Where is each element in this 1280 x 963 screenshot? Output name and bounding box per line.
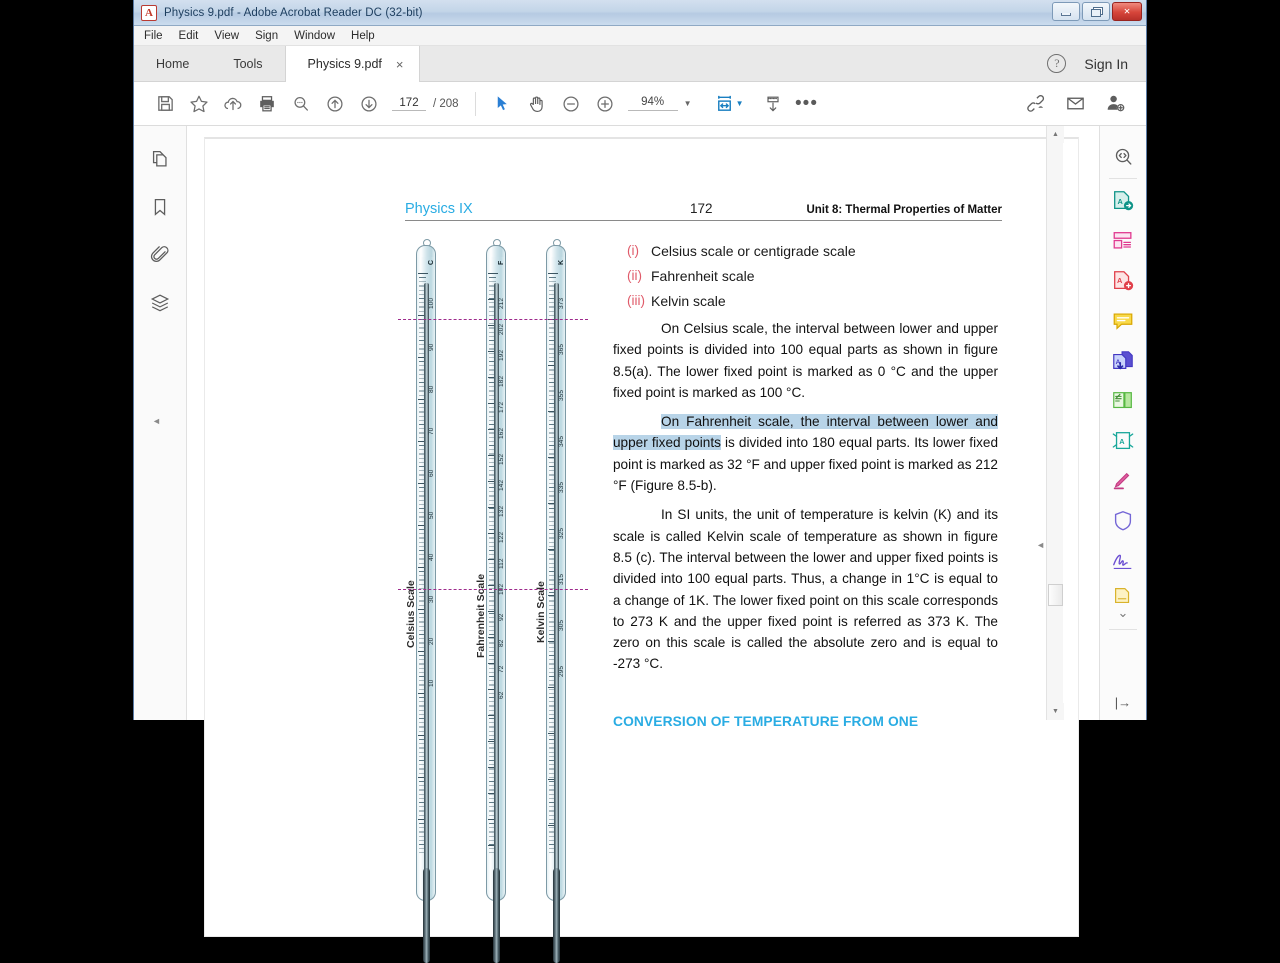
tick-label: 82 <box>498 639 505 647</box>
tick-label: 373 <box>558 297 565 309</box>
thermometer-mercury-column <box>424 283 429 883</box>
tab-tools[interactable]: Tools <box>211 46 284 81</box>
tick-label: 70 <box>428 427 435 435</box>
list-marker: (ii) <box>627 268 642 283</box>
menu-sign[interactable]: Sign <box>255 29 279 42</box>
section-heading: CONVERSION OF TEMPERATURE FROM ONE <box>613 714 919 729</box>
list-item <box>613 268 998 284</box>
list-text: Fahrenheit scale <box>651 268 755 284</box>
tick-label: 295 <box>558 665 565 677</box>
tick-label: 182 <box>498 375 505 387</box>
save-icon[interactable] <box>148 89 182 119</box>
tab-bar-right <box>1047 46 1146 81</box>
thermometer-unit-kelvin: K <box>558 259 565 265</box>
title-bar <box>134 0 1146 26</box>
create-pdf-icon[interactable] <box>1106 261 1140 301</box>
thermometer-fahrenheit <box>475 243 509 943</box>
protect-icon[interactable] <box>1106 501 1140 541</box>
page-number-input[interactable]: 172 <box>392 97 426 111</box>
acrobat-window <box>133 0 1147 729</box>
tick-label: 202 <box>498 323 505 335</box>
window-controls <box>1052 2 1142 21</box>
tick-label: 172 <box>498 401 505 413</box>
thermometer-celsius <box>405 243 439 943</box>
compress-pdf-icon[interactable] <box>1106 421 1140 461</box>
main-toolbar <box>134 82 1146 126</box>
list-marker: (i) <box>627 243 639 258</box>
list-text: Kelvin scale <box>651 293 726 309</box>
page-navigation <box>392 97 459 111</box>
toolbar-right-group <box>1018 89 1132 119</box>
email-icon[interactable] <box>1058 89 1092 119</box>
select-cursor-icon[interactable] <box>486 89 520 119</box>
minimize-button[interactable] <box>1052 2 1080 21</box>
paragraph-kelvin: In SI units, the unit of temperature is kelvin (K) and its scale is called Kelvin scale of temperature as shown in figure 8.5 (c). The interval between the lower and upper fixed points is divided into 100 equal parts. Thus, a change in 1°C is equal to a change of 1K. The lower fixed point on this scale corresponds to 273 K and the upper fixed point is referred as 373 K. The zero on this scale is called the absolute zero and is equal to -273 °C. <box>613 507 998 672</box>
search-icon[interactable] <box>284 89 318 119</box>
tick-label: 50 <box>428 511 435 519</box>
printed-page-number: 172 <box>690 201 713 216</box>
header-rule <box>405 220 1002 221</box>
restore-icon <box>1091 7 1102 16</box>
expand-panel-icon[interactable]: |→ <box>1114 695 1132 710</box>
tick-label: 112 <box>498 558 505 569</box>
cloud-upload-icon[interactable] <box>216 89 250 119</box>
unit-title: Unit 8: Thermal Properties of Matter <box>806 204 1002 216</box>
tick-label: 315 <box>558 573 565 585</box>
zoom-out-icon[interactable] <box>554 89 588 119</box>
tick-label: 72 <box>498 665 505 673</box>
zoom-level-value[interactable]: 94% <box>628 96 678 111</box>
tab-document-label: Physics 9.pdf <box>307 57 382 71</box>
tick-label: 355 <box>558 389 565 401</box>
restore-button[interactable] <box>1082 2 1110 21</box>
close-button[interactable]: × <box>1112 2 1142 21</box>
svg-text:A: A <box>1117 196 1123 206</box>
attachments-icon[interactable] <box>145 240 175 270</box>
more-tools-button[interactable] <box>790 89 824 119</box>
left-navigation-rail <box>134 126 187 720</box>
bookmarks-icon[interactable] <box>145 192 175 222</box>
tick-label: 40 <box>428 553 435 561</box>
tick-label: 30 <box>428 595 435 603</box>
book-title: Physics IX <box>405 201 473 217</box>
paragraph-fahrenheit-rest: is divided into 180 equal parts. Its lower fixed point is marked as 32 °F and upper fixed point is marked as 212 °F (Figure 8.5-b). <box>613 435 999 494</box>
help-icon[interactable]: ? <box>1047 54 1066 73</box>
tick-label: 192 <box>498 349 505 361</box>
minimize-icon <box>1061 13 1071 16</box>
page-total-label: / 208 <box>433 97 459 110</box>
zoom-in-icon[interactable] <box>588 89 622 119</box>
tick-label: 152 <box>498 453 505 465</box>
toolbar-divider <box>475 92 476 116</box>
tick-label: 162 <box>498 427 505 439</box>
rail-divider <box>1109 629 1137 630</box>
scroll-mode-icon[interactable] <box>756 89 790 119</box>
tick-label: 132 <box>498 505 505 517</box>
tick-label: 212 <box>498 297 505 309</box>
print-icon[interactable] <box>250 89 284 119</box>
rail-divider <box>1109 178 1137 179</box>
tab-home[interactable]: Home <box>134 46 211 81</box>
list-item <box>613 243 998 259</box>
thermometer-bulb <box>423 868 430 963</box>
tick-label: 122 <box>498 531 505 543</box>
thermometer-unit-fahrenheit: F <box>498 260 505 265</box>
tick-label: 365 <box>558 343 565 355</box>
organize-pages-icon[interactable] <box>1106 221 1140 261</box>
scroll-down-button[interactable]: ▼ <box>1047 703 1064 720</box>
tick-label: 20 <box>428 637 435 645</box>
tick-label: 100 <box>428 297 435 309</box>
tick-label: 325 <box>558 527 565 539</box>
selected-text-highlight: On Fahrenheit scale, the interval between lower and upper fixed points <box>613 414 998 451</box>
menu-edit[interactable]: Edit <box>178 29 199 42</box>
export-pdf-icon[interactable] <box>1106 181 1140 221</box>
chevron-down-icon[interactable]: ▼ <box>683 99 692 108</box>
svg-text:A: A <box>1119 436 1125 446</box>
thermometer-figure <box>403 243 603 943</box>
search-document-icon[interactable] <box>1106 136 1140 176</box>
share-link-icon[interactable] <box>1018 89 1052 119</box>
menu-bar <box>134 26 1146 46</box>
close-icon[interactable]: × <box>395 56 404 72</box>
workspace <box>134 126 1146 729</box>
list-marker: (iii) <box>627 293 645 308</box>
sign-in-button[interactable]: Sign In <box>1084 55 1128 72</box>
svg-text:A: A <box>1115 358 1121 366</box>
menu-help[interactable]: Help <box>351 29 375 42</box>
page-header <box>405 201 1002 221</box>
thermometer-label-kelvin: Kelvin Scale <box>535 581 547 643</box>
next-page-icon[interactable] <box>352 89 386 119</box>
acrobat-logo-icon: A <box>141 5 157 21</box>
thermometer-label-celsius: Celsius Scale <box>405 580 417 648</box>
svg-text:A: A <box>1117 275 1123 285</box>
thermometer-unit-celsius: C <box>428 259 435 265</box>
add-person-icon[interactable] <box>1098 89 1132 119</box>
thermometer-label-fahrenheit: Fahrenheit Scale <box>475 573 487 658</box>
tick-label: 60 <box>428 469 435 477</box>
paragraph-fahrenheit <box>613 411 998 496</box>
lower-fixed-point-line <box>398 589 588 590</box>
fill-and-sign-icon[interactable] <box>1106 541 1140 581</box>
upper-fixed-point-line <box>398 319 588 320</box>
tick-label: 102 <box>498 583 505 595</box>
menu-view[interactable]: View <box>214 29 240 42</box>
edit-pdf-icon[interactable] <box>1106 381 1140 421</box>
scrollbar-thumb[interactable] <box>1048 584 1063 606</box>
tab-document[interactable] <box>285 46 421 82</box>
tick-label: 142 <box>498 479 505 491</box>
tick-label: 305 <box>558 619 565 631</box>
document-viewer[interactable] <box>187 126 1099 729</box>
hand-icon[interactable] <box>520 89 554 119</box>
tick-label: 90 <box>428 343 435 351</box>
menu-file[interactable]: File <box>144 29 163 42</box>
tick-label: 345 <box>558 435 565 447</box>
tick-label: 335 <box>558 481 565 493</box>
list-text: Celsius scale or centigrade scale <box>651 243 856 259</box>
window-title: Physics 9.pdf - Adobe Acrobat Reader DC (32-bit) <box>164 6 423 19</box>
collapse-right-panel-button[interactable]: ◄ <box>1036 540 1045 550</box>
list-item <box>613 293 998 309</box>
tab-bar <box>134 46 1146 82</box>
highlight-tool-icon[interactable] <box>1106 461 1140 501</box>
layers-icon[interactable] <box>145 288 175 318</box>
more-dots-icon: ••• <box>795 92 818 114</box>
tick-label: 10 <box>428 679 435 687</box>
vertical-scrollbar[interactable] <box>1046 126 1063 720</box>
tick-label: 80 <box>428 385 435 393</box>
fit-caret-icon[interactable]: ▼ <box>735 99 744 108</box>
text-column <box>613 243 998 675</box>
tick-label: 92 <box>498 613 505 621</box>
pdf-page <box>204 137 1079 937</box>
thermometer-kelvin <box>535 243 569 943</box>
combine-files-icon[interactable] <box>1106 341 1140 381</box>
tick-label: 62 <box>498 691 505 699</box>
previous-page-icon[interactable] <box>318 89 352 119</box>
chevron-down-icon[interactable]: ⌄ <box>1117 605 1129 620</box>
scroll-up-button[interactable]: ▲ <box>1047 126 1064 143</box>
menu-window[interactable]: Window <box>294 29 336 42</box>
collapse-left-panel-button[interactable]: ◄ <box>152 416 161 426</box>
star-icon[interactable] <box>182 89 216 119</box>
right-tools-rail <box>1099 126 1146 720</box>
paragraph-celsius: On Celsius scale, the interval between lower and upper fixed points is divided into 100 equal parts as shown in figure 8.5(a). The lower fixed point is marked as 0 °C and the upper fixed point is marked as 100 °C. <box>613 321 998 400</box>
thermometer-bulb <box>553 868 560 963</box>
page-thumbnails-icon[interactable] <box>145 144 175 174</box>
thermometer-bulb <box>493 868 500 963</box>
zoom-control[interactable] <box>628 96 698 111</box>
comment-icon[interactable] <box>1106 301 1140 341</box>
